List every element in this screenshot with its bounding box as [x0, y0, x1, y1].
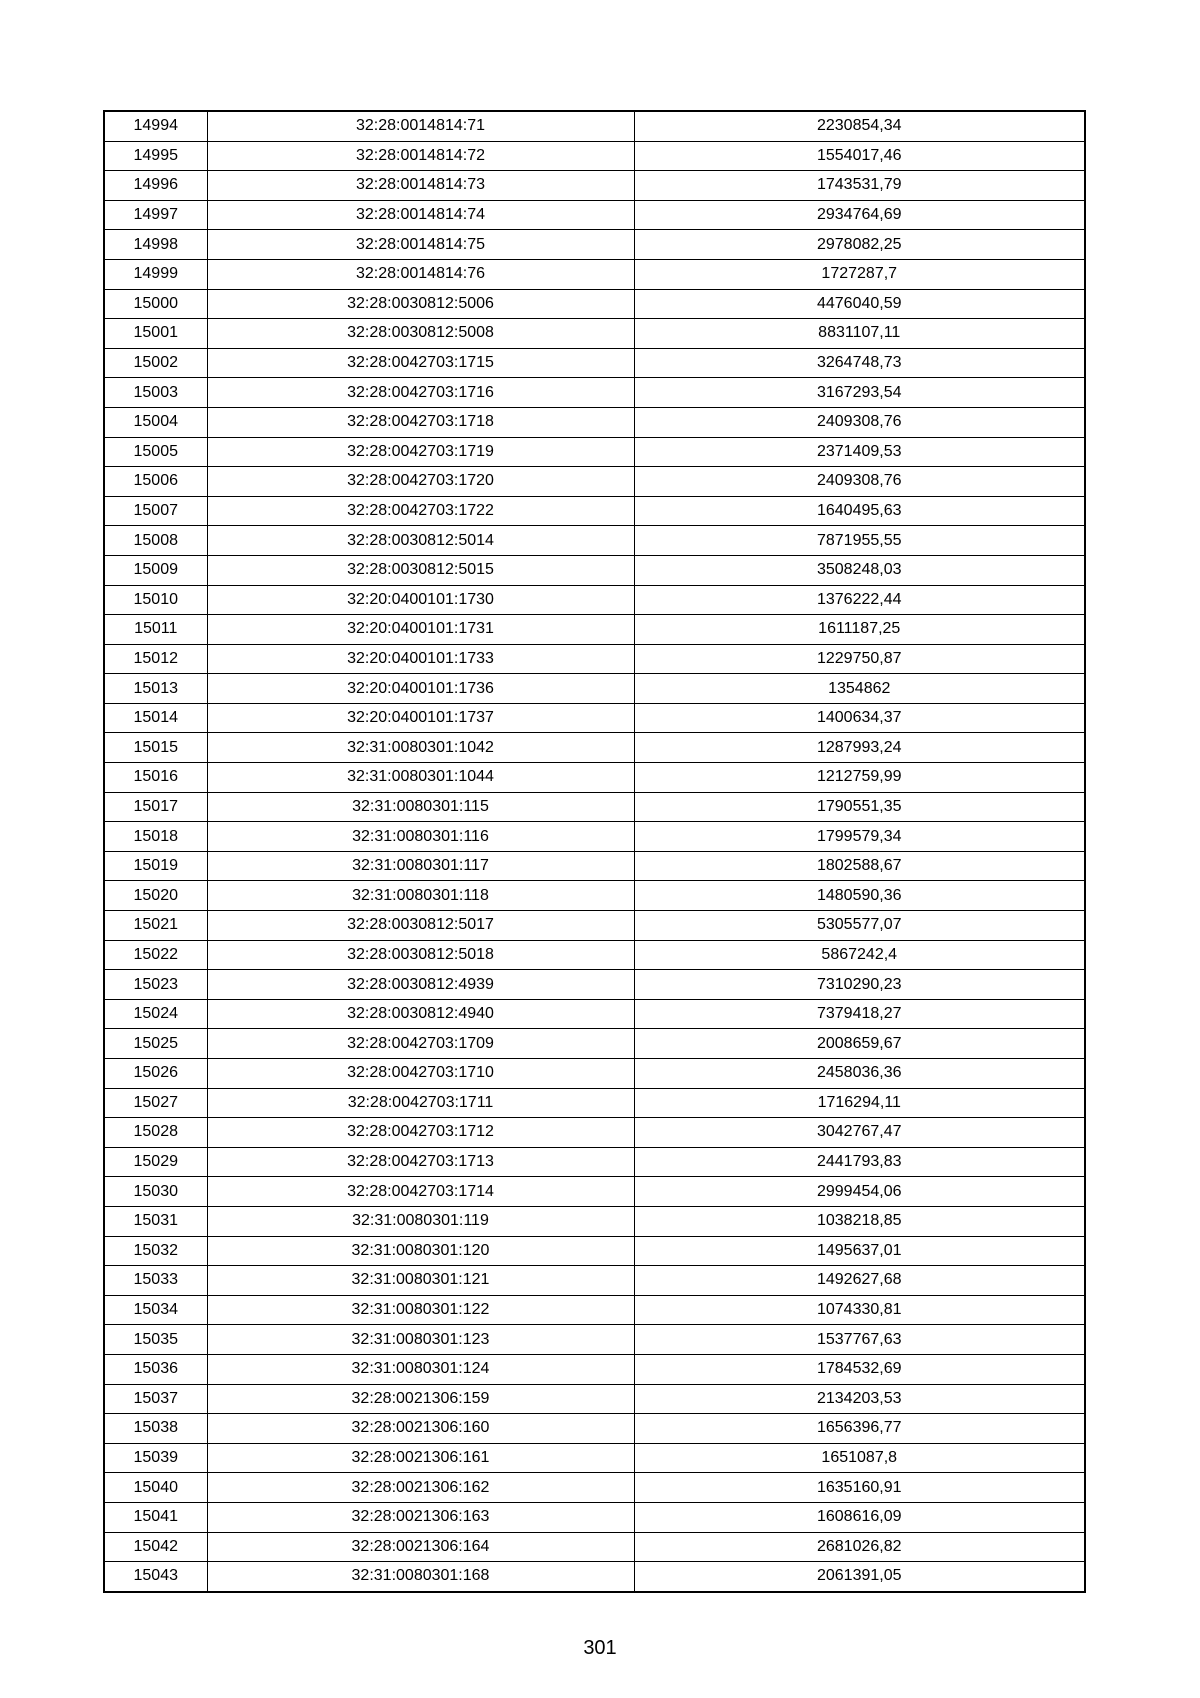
- table-row: [104, 970, 1085, 1000]
- row-number-cell: 15033: [104, 1266, 207, 1296]
- value-cell: 3042767,47: [634, 1118, 1085, 1148]
- value-cell: 2409308,76: [634, 467, 1085, 497]
- cadastral-number-cell: 32:28:0014814:74: [207, 200, 634, 230]
- cadastral-number-cell: 32:28:0030812:5014: [207, 526, 634, 556]
- row-number-cell: 15039: [104, 1443, 207, 1473]
- cadastral-number-cell: 32:31:0080301:168: [207, 1562, 634, 1592]
- table-row: [104, 259, 1085, 289]
- value-cell: 2230854,34: [634, 111, 1085, 141]
- value-cell: 1492627,68: [634, 1266, 1085, 1296]
- table-row: [104, 526, 1085, 556]
- row-number-cell: 14999: [104, 259, 207, 289]
- row-number-cell: 15007: [104, 496, 207, 526]
- row-number-cell: 15008: [104, 526, 207, 556]
- row-number-cell: 15018: [104, 822, 207, 852]
- table-row: [104, 1384, 1085, 1414]
- row-number-cell: 15002: [104, 348, 207, 378]
- value-cell: 1074330,81: [634, 1295, 1085, 1325]
- table-row: [104, 615, 1085, 645]
- cadastral-number-cell: 32:31:0080301:116: [207, 822, 634, 852]
- cadastral-number-cell: 32:28:0042703:1713: [207, 1147, 634, 1177]
- table-row: [104, 703, 1085, 733]
- value-cell: 1784532,69: [634, 1354, 1085, 1384]
- row-number-cell: 15009: [104, 555, 207, 585]
- cadastral-number-cell: 32:28:0021306:161: [207, 1443, 634, 1473]
- table-row: [104, 1029, 1085, 1059]
- value-cell: 1802588,67: [634, 851, 1085, 881]
- cadastral-number-cell: 32:28:0042703:1720: [207, 467, 634, 497]
- table-row: [104, 1532, 1085, 1562]
- cadastral-number-cell: 32:28:0042703:1714: [207, 1177, 634, 1207]
- cadastral-number-cell: 32:28:0042703:1709: [207, 1029, 634, 1059]
- table-row: [104, 881, 1085, 911]
- row-number-cell: 15036: [104, 1354, 207, 1384]
- table-row: [104, 200, 1085, 230]
- cadastral-number-cell: 32:31:0080301:119: [207, 1206, 634, 1236]
- table-row: [104, 851, 1085, 881]
- cadastral-number-cell: 32:31:0080301:122: [207, 1295, 634, 1325]
- row-number-cell: 15030: [104, 1177, 207, 1207]
- cadastral-number-cell: 32:20:0400101:1736: [207, 674, 634, 704]
- value-cell: 2681026,82: [634, 1532, 1085, 1562]
- value-cell: 8831107,11: [634, 319, 1085, 349]
- value-cell: 1716294,11: [634, 1088, 1085, 1118]
- table-row: [104, 1206, 1085, 1236]
- value-cell: 1229750,87: [634, 644, 1085, 674]
- cadastral-number-cell: 32:31:0080301:117: [207, 851, 634, 881]
- row-number-cell: 15041: [104, 1502, 207, 1532]
- row-number-cell: 15000: [104, 289, 207, 319]
- value-cell: 1400634,37: [634, 703, 1085, 733]
- cadastral-number-cell: 32:31:0080301:1044: [207, 763, 634, 793]
- table-row: [104, 1088, 1085, 1118]
- value-cell: 1212759,99: [634, 763, 1085, 793]
- table-row: [104, 1295, 1085, 1325]
- table-row: [104, 644, 1085, 674]
- cadastral-number-cell: 32:31:0080301:1042: [207, 733, 634, 763]
- row-number-cell: 14994: [104, 111, 207, 141]
- cadastral-number-cell: 32:31:0080301:124: [207, 1354, 634, 1384]
- row-number-cell: 15003: [104, 378, 207, 408]
- cadastral-number-cell: 32:28:0014814:76: [207, 259, 634, 289]
- cadastral-number-cell: 32:31:0080301:115: [207, 792, 634, 822]
- cadastral-number-cell: 32:28:0014814:73: [207, 171, 634, 201]
- cadastral-number-cell: 32:28:0042703:1715: [207, 348, 634, 378]
- value-cell: 1799579,34: [634, 822, 1085, 852]
- row-number-cell: 15004: [104, 407, 207, 437]
- cadastral-number-cell: 32:28:0021306:164: [207, 1532, 634, 1562]
- value-cell: 2409308,76: [634, 407, 1085, 437]
- row-number-cell: 14998: [104, 230, 207, 260]
- row-number-cell: 15027: [104, 1088, 207, 1118]
- row-number-cell: 15020: [104, 881, 207, 911]
- row-number-cell: 15013: [104, 674, 207, 704]
- cadastral-number-cell: 32:20:0400101:1733: [207, 644, 634, 674]
- cadastral-number-cell: 32:28:0014814:75: [207, 230, 634, 260]
- value-cell: 1656396,77: [634, 1414, 1085, 1444]
- cadastral-number-cell: 32:28:0030812:4939: [207, 970, 634, 1000]
- value-cell: 1635160,91: [634, 1473, 1085, 1503]
- row-number-cell: 15001: [104, 319, 207, 349]
- cadastral-number-cell: 32:28:0021306:163: [207, 1502, 634, 1532]
- table-row: [104, 111, 1085, 141]
- table-row: [104, 1118, 1085, 1148]
- row-number-cell: 15028: [104, 1118, 207, 1148]
- row-number-cell: 14997: [104, 200, 207, 230]
- row-number-cell: 15015: [104, 733, 207, 763]
- row-number-cell: 15006: [104, 467, 207, 497]
- cadastral-number-cell: 32:28:0042703:1711: [207, 1088, 634, 1118]
- cadastral-number-cell: 32:28:0042703:1718: [207, 407, 634, 437]
- cadastral-number-cell: 32:28:0030812:5015: [207, 555, 634, 585]
- table-row: [104, 496, 1085, 526]
- row-number-cell: 15037: [104, 1384, 207, 1414]
- row-number-cell: 15026: [104, 1059, 207, 1089]
- table-row: [104, 555, 1085, 585]
- value-cell: 7310290,23: [634, 970, 1085, 1000]
- table-row: [104, 822, 1085, 852]
- cadastral-number-cell: 32:28:0021306:159: [207, 1384, 634, 1414]
- table-row: [104, 378, 1085, 408]
- table-row: [104, 585, 1085, 615]
- table-row: [104, 289, 1085, 319]
- value-cell: 2134203,53: [634, 1384, 1085, 1414]
- cadastral-number-cell: 32:31:0080301:120: [207, 1236, 634, 1266]
- value-cell: 2061391,05: [634, 1562, 1085, 1592]
- cadastral-number-cell: 32:28:0030812:5008: [207, 319, 634, 349]
- page-number: 301: [583, 1637, 617, 1659]
- cadastral-number-cell: 32:28:0030812:5018: [207, 940, 634, 970]
- value-cell: 2458036,36: [634, 1059, 1085, 1089]
- value-cell: 1495637,01: [634, 1236, 1085, 1266]
- table-row: [104, 1414, 1085, 1444]
- table-row: [104, 407, 1085, 437]
- table-row: [104, 1354, 1085, 1384]
- row-number-cell: 15012: [104, 644, 207, 674]
- value-cell: 2978082,25: [634, 230, 1085, 260]
- row-number-cell: 14996: [104, 171, 207, 201]
- row-number-cell: 15016: [104, 763, 207, 793]
- value-cell: 2999454,06: [634, 1177, 1085, 1207]
- value-cell: 1743531,79: [634, 171, 1085, 201]
- value-cell: 4476040,59: [634, 289, 1085, 319]
- table-row: [104, 437, 1085, 467]
- value-cell: 5867242,4: [634, 940, 1085, 970]
- value-cell: 1727287,7: [634, 259, 1085, 289]
- table-row: [104, 467, 1085, 497]
- row-number-cell: 15010: [104, 585, 207, 615]
- table-row: [104, 733, 1085, 763]
- cadastral-number-cell: 32:20:0400101:1730: [207, 585, 634, 615]
- value-cell: 1790551,35: [634, 792, 1085, 822]
- row-number-cell: 15040: [104, 1473, 207, 1503]
- value-cell: 3264748,73: [634, 348, 1085, 378]
- value-cell: 1038218,85: [634, 1206, 1085, 1236]
- value-cell: 1611187,25: [634, 615, 1085, 645]
- row-number-cell: 15043: [104, 1562, 207, 1592]
- table-row: [104, 1236, 1085, 1266]
- cadastral-number-cell: 32:28:0042703:1716: [207, 378, 634, 408]
- cadastral-number-cell: 32:20:0400101:1731: [207, 615, 634, 645]
- value-cell: 1651087,8: [634, 1443, 1085, 1473]
- cadastral-number-cell: 32:31:0080301:118: [207, 881, 634, 911]
- value-cell: 1608616,09: [634, 1502, 1085, 1532]
- value-cell: 1480590,36: [634, 881, 1085, 911]
- row-number-cell: 15032: [104, 1236, 207, 1266]
- cadastral-number-cell: 32:20:0400101:1737: [207, 703, 634, 733]
- cadastral-number-cell: 32:28:0030812:4940: [207, 999, 634, 1029]
- row-number-cell: 15025: [104, 1029, 207, 1059]
- value-cell: 1554017,46: [634, 141, 1085, 171]
- cadastral-number-cell: 32:28:0014814:72: [207, 141, 634, 171]
- cadastral-number-cell: 32:28:0042703:1712: [207, 1118, 634, 1148]
- cadastral-number-cell: 32:31:0080301:123: [207, 1325, 634, 1355]
- table-row: [104, 940, 1085, 970]
- cadastral-number-cell: 32:28:0030812:5006: [207, 289, 634, 319]
- value-cell: 1287993,24: [634, 733, 1085, 763]
- cadastral-number-cell: 32:31:0080301:121: [207, 1266, 634, 1296]
- cadastral-number-cell: 32:28:0030812:5017: [207, 911, 634, 941]
- row-number-cell: 15022: [104, 940, 207, 970]
- value-cell: 7379418,27: [634, 999, 1085, 1029]
- value-cell: 3167293,54: [634, 378, 1085, 408]
- table-row: [104, 1059, 1085, 1089]
- row-number-cell: 15011: [104, 615, 207, 645]
- table-row: [104, 1502, 1085, 1532]
- table-row: [104, 1177, 1085, 1207]
- table-body: [104, 111, 1085, 1592]
- row-number-cell: 15035: [104, 1325, 207, 1355]
- table-row: [104, 1266, 1085, 1296]
- table-row: [104, 230, 1085, 260]
- row-number-cell: 15038: [104, 1414, 207, 1444]
- row-number-cell: 15014: [104, 703, 207, 733]
- row-number-cell: 15005: [104, 437, 207, 467]
- value-cell: 1640495,63: [634, 496, 1085, 526]
- value-cell: 3508248,03: [634, 555, 1085, 585]
- table-row: [104, 763, 1085, 793]
- table-row: [104, 674, 1085, 704]
- cadastral-number-cell: 32:28:0014814:71: [207, 111, 634, 141]
- table-row: [104, 171, 1085, 201]
- table-row: [104, 348, 1085, 378]
- table-row: [104, 1443, 1085, 1473]
- row-number-cell: 15042: [104, 1532, 207, 1562]
- row-number-cell: 15034: [104, 1295, 207, 1325]
- table-row: [104, 1325, 1085, 1355]
- cadastral-number-cell: 32:28:0021306:162: [207, 1473, 634, 1503]
- row-number-cell: 15021: [104, 911, 207, 941]
- value-cell: 2008659,67: [634, 1029, 1085, 1059]
- row-number-cell: 15023: [104, 970, 207, 1000]
- row-number-cell: 15029: [104, 1147, 207, 1177]
- value-cell: 2934764,69: [634, 200, 1085, 230]
- row-number-cell: 15019: [104, 851, 207, 881]
- row-number-cell: 15017: [104, 792, 207, 822]
- row-number-cell: 15031: [104, 1206, 207, 1236]
- table-row: [104, 141, 1085, 171]
- value-cell: 1537767,63: [634, 1325, 1085, 1355]
- value-cell: 1376222,44: [634, 585, 1085, 615]
- table-row: [104, 1562, 1085, 1592]
- cadastral-number-cell: 32:28:0042703:1719: [207, 437, 634, 467]
- table-row: [104, 319, 1085, 349]
- table-row: [104, 999, 1085, 1029]
- cadastral-number-cell: 32:28:0042703:1710: [207, 1059, 634, 1089]
- value-cell: 5305577,07: [634, 911, 1085, 941]
- table-row: [104, 1147, 1085, 1177]
- row-number-cell: 15024: [104, 999, 207, 1029]
- table-row: [104, 1473, 1085, 1503]
- cadastral-number-cell: 32:28:0042703:1722: [207, 496, 634, 526]
- table-row: [104, 792, 1085, 822]
- value-cell: 7871955,55: [634, 526, 1085, 556]
- value-cell: 2441793,83: [634, 1147, 1085, 1177]
- value-cell: 2371409,53: [634, 437, 1085, 467]
- row-number-cell: 14995: [104, 141, 207, 171]
- value-cell: 1354862: [634, 674, 1085, 704]
- data-table: [103, 110, 1086, 1593]
- table-row: [104, 911, 1085, 941]
- cadastral-number-cell: 32:28:0021306:160: [207, 1414, 634, 1444]
